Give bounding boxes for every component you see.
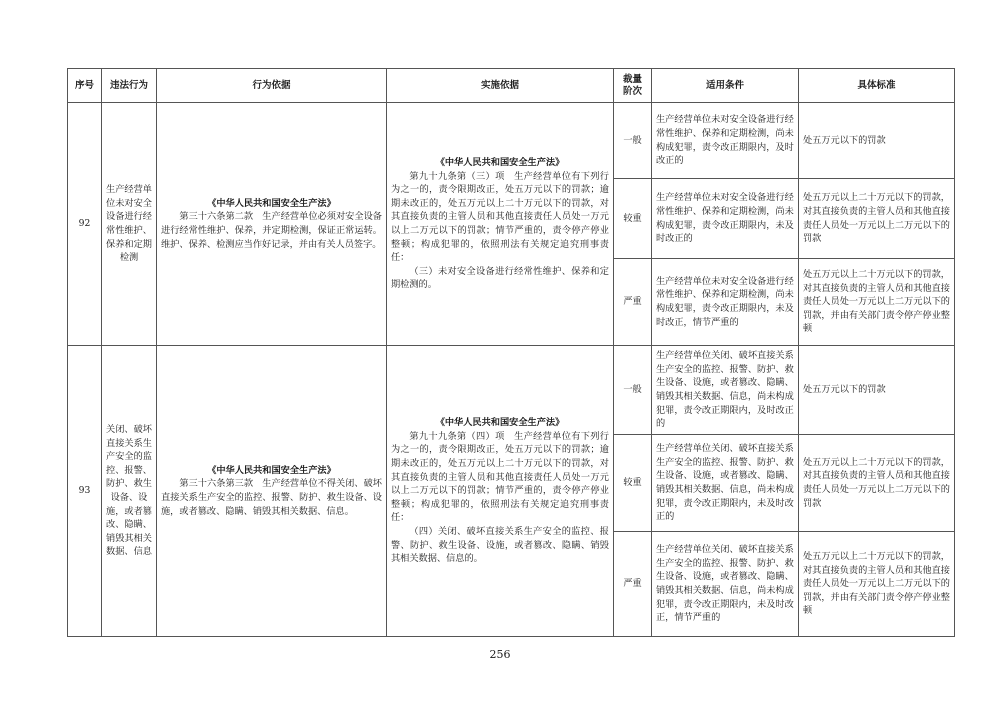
law-article-text: 第九十九条第（三）项 生产经营单位有下列行为之一的，责令限期改正，处五万元以下的罚款；逾期未改正的，处五万元以上二十万元以下的罚款，对其直接负责的主管人员和其他直接责任人员处一万元以上二万元以下的罚款；情节严重的，责令停产停业整顿；构成犯罪的，依照刑法有关规定追究刑事责任： <box>391 170 609 264</box>
law-title: 《中华人民共和国安全生产法》 <box>207 197 336 209</box>
discretion-level: 较重 <box>614 435 652 532</box>
discretion-level: 一般 <box>614 346 652 435</box>
specific-standard: 处五万元以下的罚款 <box>799 103 955 179</box>
header-violation: 违法行为 <box>102 69 157 103</box>
applicable-condition: 生产经营单位关闭、破坏直接关系生产安全的监控、报警、防护、救生设备、设施，或者篡改、隐瞒、销毁其相关数据、信息，尚未构成犯罪，责令改正期限内，未及时改正的 <box>652 435 799 532</box>
law-title: 《中华人民共和国安全生产法》 <box>435 156 565 168</box>
applicable-condition: 生产经营单位未对安全设备进行经常性维护、保养和定期检测，尚未构成犯罪，责令改正期限内，未及时改正的 <box>652 179 799 259</box>
discretion-level: 严重 <box>614 532 652 637</box>
applicable-condition: 生产经营单位关闭、破坏直接关系生产安全的监控、报警、防护、救生设备、设施，或者篡改、隐瞒、销毁其相关数据、信息，尚未构成犯罪，责令改正期限内，未及时改正，情节严重的 <box>652 532 799 637</box>
row-conduct-basis <box>157 103 387 346</box>
specific-standard: 处五万元以上二十万元以下的罚款，对其直接负责的主管人员和其他直接责任人员处一万元以上二万元以下的罚款，并由有关部门责令停产停业整顿 <box>799 532 955 637</box>
header-specific-standard: 具体标准 <box>799 69 955 103</box>
row-violation: 生产经营单位未对安全设备进行经常性维护、保养和定期检测 <box>102 103 157 346</box>
discretion-level: 较重 <box>614 179 652 259</box>
row-serial-no: 93 <box>68 346 102 637</box>
header-discretion-level: 裁量 阶次 <box>614 69 652 103</box>
law-article-item: （四）关闭、破坏直接关系生产安全的监控、报警、防护、救生设备、设施，或者篡改、隐瞒、销毁其相关数据、信息的。 <box>391 526 609 565</box>
table-header-row <box>68 69 955 103</box>
specific-standard: 处五万元以上二十万元以下的罚款，对其直接负责的主管人员和其他直接责任人员处一万元以上二万元以下的罚款 <box>799 179 955 259</box>
specific-standard: 处五万元以下的罚款 <box>799 346 955 435</box>
row-serial-no: 92 <box>68 103 102 346</box>
row-conduct-basis <box>157 346 387 637</box>
page-number: 256 <box>489 648 511 661</box>
applicable-condition: 生产经营单位未对安全设备进行经常性维护、保养和定期检测，尚未构成犯罪，责令改正期限内，及时改正的 <box>652 103 799 179</box>
discretion-level: 严重 <box>614 259 652 346</box>
law-article-text: 第三十六条第三款 生产经营单位不得关闭、破坏直接关系生产安全的监控、报警、防护、救生设备、设施，或者篡改、隐瞒、销毁其相关数据、信息。 <box>161 478 382 517</box>
law-title: 《中华人民共和国安全生产法》 <box>435 417 565 429</box>
penalty-discretion-table <box>67 68 955 637</box>
header-conduct-basis: 行为依据 <box>157 69 387 103</box>
row-enforcement-basis <box>387 346 614 637</box>
table-row <box>68 346 955 435</box>
law-article-text: 第三十六条第二款 生产经营单位必须对安全设备进行经常性维护、保养，并定期检测，保证正常运转。维护、保养、检测应当作好记录，并由有关人员签字。 <box>161 211 382 250</box>
law-article-text: 第九十九条第（四）项 生产经营单位有下列行为之一的，责令限期改正，处五万元以下的罚款；逾期未改正的，处五万元以上二十万元以下的罚款，对其直接负责的主管人员和其他直接责任人员处一万元以上二万元以下的罚款；情节严重的，责令停产停业整顿；构成犯罪的，依照刑法有关规定追究刑事责任： <box>391 430 609 524</box>
law-title: 《中华人民共和国安全生产法》 <box>207 464 336 476</box>
table-row <box>68 103 955 179</box>
applicable-condition: 生产经营单位关闭、破坏直接关系生产安全的监控、报警、防护、救生设备、设施，或者篡改、隐瞒、销毁其相关数据、信息，尚未构成犯罪，责令改正期限内，及时改正的 <box>652 346 799 435</box>
applicable-condition: 生产经营单位未对安全设备进行经常性维护、保养和定期检测，尚未构成犯罪，责令改正期限内，未及时改正，情节严重的 <box>652 259 799 346</box>
row-enforcement-basis <box>387 103 614 346</box>
header-applicable-conditions: 适用条件 <box>652 69 799 103</box>
specific-standard: 处五万元以上二十万元以下的罚款，对其直接负责的主管人员和其他直接责任人员处一万元以上二万元以下的罚款 <box>799 435 955 532</box>
header-serial-no: 序号 <box>68 69 102 103</box>
law-article-item: （三）未对安全设备进行经常性维护、保养和定期检测的。 <box>391 265 609 291</box>
specific-standard: 处五万元以上二十万元以下的罚款，对其直接负责的主管人员和其他直接责任人员处一万元以上二万元以下的罚款，并由有关部门责令停产停业整顿 <box>799 259 955 346</box>
header-enforcement-basis: 实施依据 <box>387 69 614 103</box>
row-violation: 关闭、破坏直接关系生产安全的监控、报警、防护、救生设备、设施，或者篡改、隐瞒、销毁其相关数据、信息 <box>102 346 157 637</box>
discretion-level: 一般 <box>614 103 652 179</box>
